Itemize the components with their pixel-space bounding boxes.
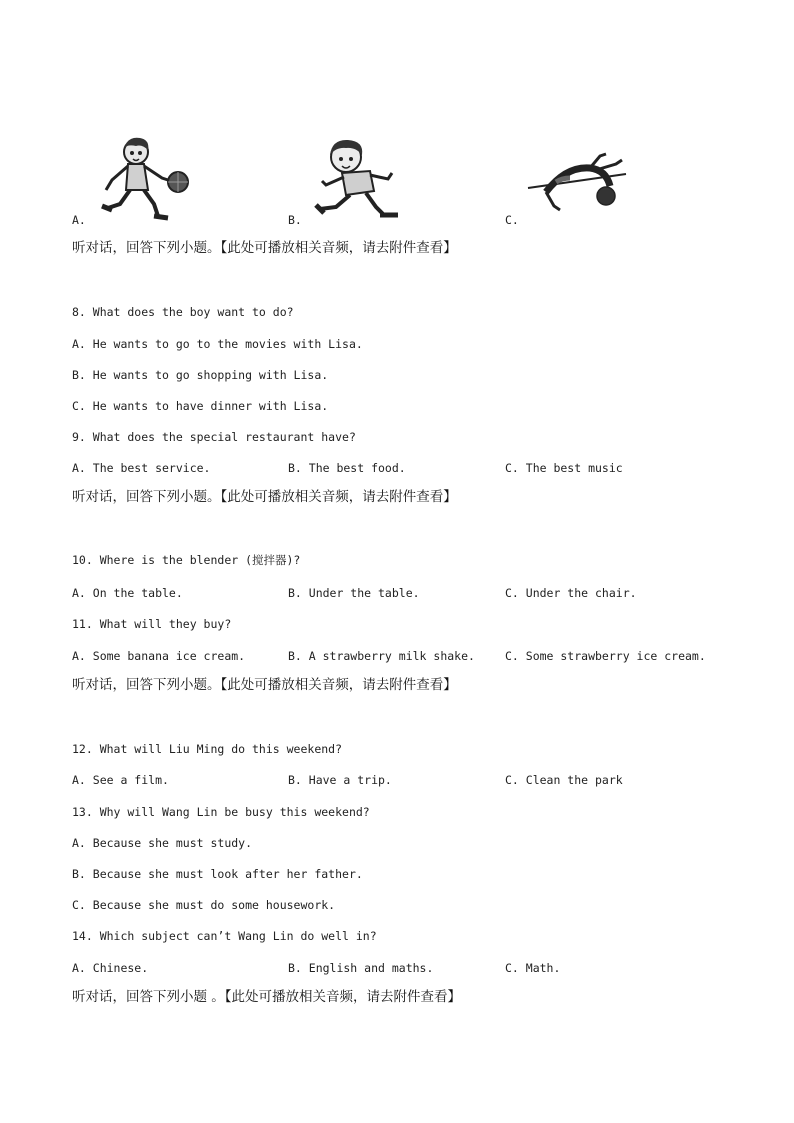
question-10-option-a: A. On the table.	[72, 586, 183, 600]
instruction-listen-2: 听对话，回答下列小题。【此处可播放相关音频，请去附件查看】	[72, 489, 457, 505]
question-11-option-b: B. A strawberry milk shake.	[288, 649, 475, 663]
basketball-player-image	[98, 132, 194, 222]
question-13-stem: 13. Why will Wang Lin be busy this weekend?	[72, 805, 370, 819]
question-12-option-c: C. Clean the park	[505, 773, 623, 787]
question-8-option-c: C. He wants to have dinner with Lisa.	[72, 399, 329, 413]
instruction-listen-3: 听对话，回答下列小题。【此处可播放相关音频，请去附件查看】	[72, 677, 457, 693]
instruction-listen-4: 听对话，回答下列小题 。【此处可播放相关音频，请去附件查看】	[72, 989, 462, 1005]
question-10-option-b: B. Under the table.	[288, 586, 420, 600]
question-13-option-b: B. Because she must look after her father.	[72, 867, 363, 881]
q7-option-a-label: A.	[72, 213, 86, 227]
question-14-option-c: C. Math.	[505, 961, 561, 975]
question-14-stem: 14. Which subject can’t Wang Lin do well in?	[72, 929, 377, 943]
question-12-option-a: A. See a film.	[72, 773, 169, 787]
question-11-stem: 11. What will they buy?	[72, 617, 232, 631]
question-9-stem: 9. What does the special restaurant have?	[72, 430, 356, 444]
question-14-option-a: A. Chinese.	[72, 961, 149, 975]
q7-option-c-label: C.	[505, 213, 519, 227]
question-13-option-a: A. Because she must study.	[72, 836, 253, 850]
question-10-stem: 10. Where is the blender (搅拌器)?	[72, 553, 301, 567]
question-8-option-a: A. He wants to go to the movies with Lisa.	[72, 337, 363, 351]
running-boy-image	[312, 135, 404, 221]
q7-option-b-label: B.	[288, 213, 302, 227]
question-11-option-a: A. Some banana ice cream.	[72, 649, 246, 663]
question-9-option-c: C. The best music	[505, 461, 623, 475]
question-14-option-b: B. English and maths.	[288, 961, 434, 975]
question-9-option-b: B. The best food.	[288, 461, 406, 475]
question-13-option-c: C. Because she must do some housework.	[72, 898, 336, 912]
question-11-option-c: C. Some strawberry ice cream.	[505, 649, 706, 663]
question-8-stem: 8. What does the boy want to do?	[72, 305, 294, 319]
question-12-option-b: B. Have a trip.	[288, 773, 392, 787]
question-12-stem: 12. What will Liu Ming do this weekend?	[72, 742, 343, 756]
question-8-option-b: B. He wants to go shopping with Lisa.	[72, 368, 329, 382]
question-10-option-c: C. Under the chair.	[505, 586, 637, 600]
instruction-listen-1: 听对话，回答下列小题。【此处可播放相关音频，请去附件查看】	[72, 240, 457, 256]
question-9-option-a: A. The best service.	[72, 461, 211, 475]
high-jump-image	[526, 152, 630, 214]
